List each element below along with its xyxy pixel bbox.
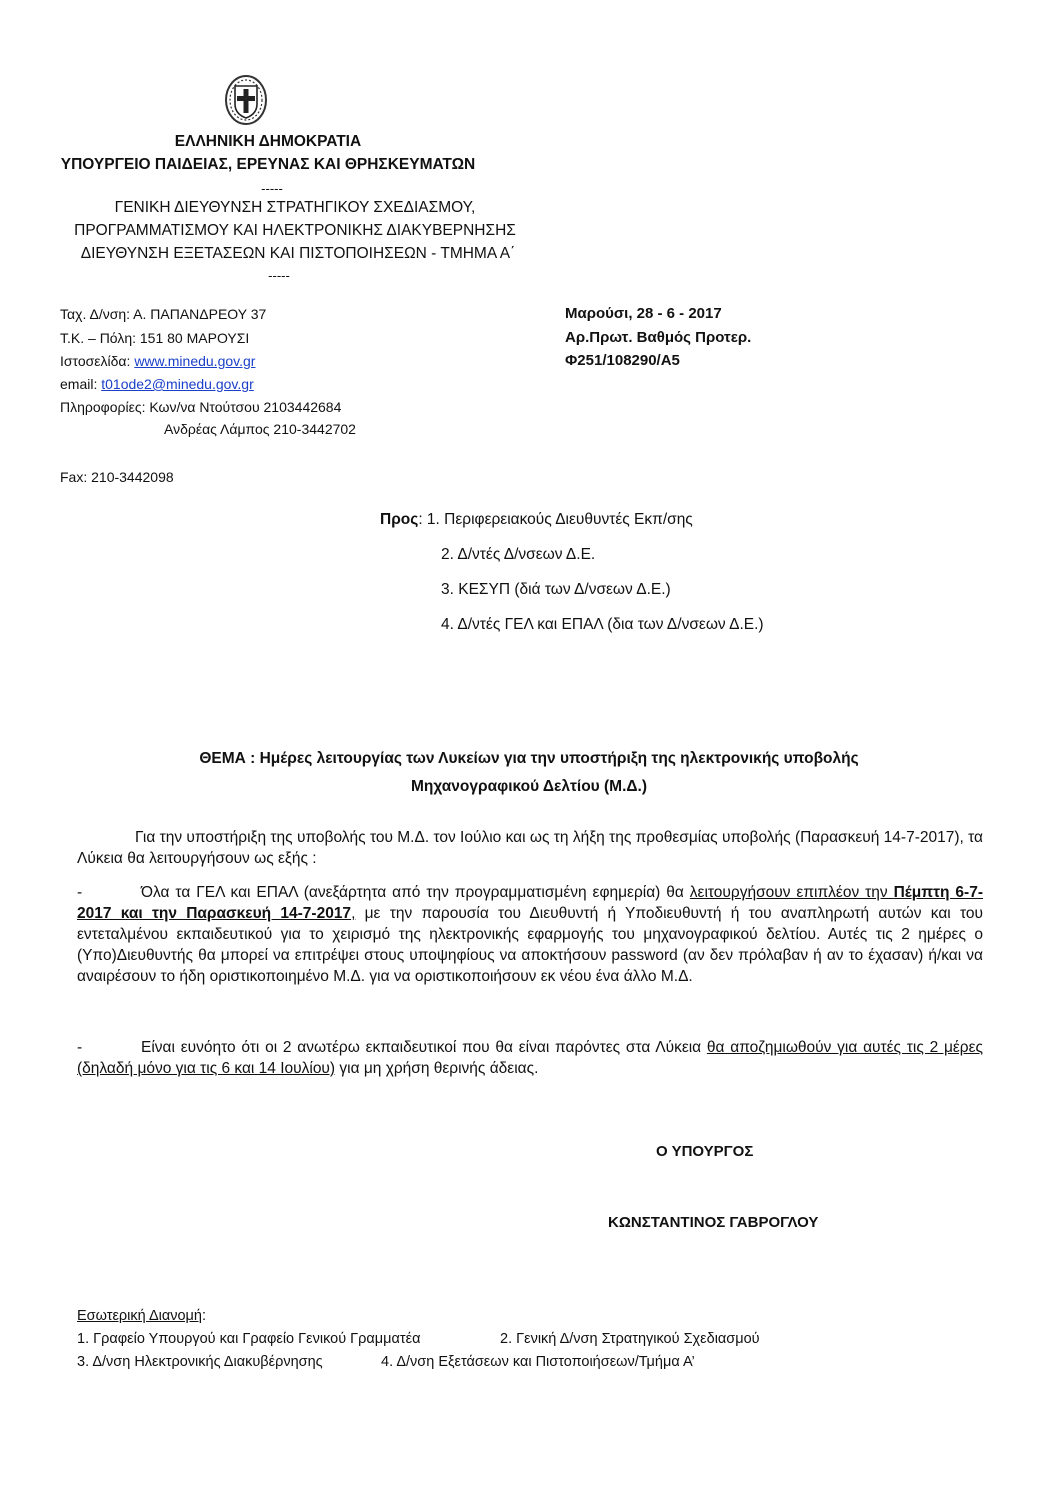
recipient-item: 4. Δ/ντές ΓΕΛ και ΕΠΑΛ (δια των Δ/νσεων Δ.Ε.) [441,616,764,633]
department-line: ΔΙΕΥΘΥΝΣΗ ΕΞΕΤΑΣΕΩΝ ΚΑΙ ΠΙΣΤΟΠΟΙΗΣΕΩΝ - ΤΜΗΜΑ Α΄ [80,245,516,262]
subject-line: ΘΕΜΑ : Ημέρες λειτουργίας των Λυκείων για την υποστήριξη της ηλεκτρονικής υποβολής [199,750,859,767]
bullet-underlined-text: λειτουργήσουν επιπλέον την [689,884,894,901]
distribution-colon: : [201,1308,206,1324]
bullet-text: Όλα τα ΓΕΛ και ΕΠΑΛ (ανεξάρτητα από την προγραμματισμένη εφημερία) θα [141,884,690,901]
protocol-label: Αρ.Πρωτ. Βαθμός Προτερ. [565,329,752,346]
document-date: Μαρούσι, 28 - 6 - 2017 [565,305,722,322]
contact-address: Ταχ. Δ/νση: Α. ΠΑΠΑΝΔΡΕΟΥ 37 [60,306,267,322]
bullet-mark: - [77,1039,83,1056]
distribution-item: 2. Γενική Δ/νση Στρατηγικού Σχεδιασμού [500,1331,760,1347]
republic-title: ΕΛΛΗΝΙΚΗ ΔΗΜΟΚΡΑΤΙΑ [174,133,362,150]
department-line: ΓΕΝΙΚΗ ΔΙΕΥΘΥΝΣΗ ΣΤΡΑΤΗΓΙΚΟΥ ΣΧΕΔΙΑΣΜΟΥ, [114,199,476,216]
bullet-bold-dates: Πέμπτη 6-7-2017 και την Παρασκευή 14-7-2017 [77,884,984,922]
website-label: Ιστοσελίδα: [60,353,135,369]
website-link[interactable]: www.minedu.gov.gr [134,353,256,369]
bullet-text: Είναι ευνόητο ότι οι 2 ανωτέρω εκπαιδευτικοί που θα είναι παρόντες στα Λύκεια [141,1039,707,1056]
department-line: ΠΡΟΓΡΑΜΜΑΤΙΣΜΟΥ ΚΑΙ ΗΛΕΚΤΡΟΝΙΚΗΣ ΔΙΑΚΥΒΕΡΝΗΣΗΣ [74,222,516,239]
signature-title: Ο ΥΠΟΥΡΓΟΣ [656,1143,754,1160]
coat-of-arms-emblem [224,74,268,126]
header-separator: ----- [268,268,290,283]
header-separator: ----- [261,181,283,196]
distribution-item: 3. Δ/νση Ηλεκτρονικής Διακυβέρνησης [77,1354,323,1370]
bullet-underlined-text: θα αποζημιωθούν για αυτές τις 2 μέρες (δηλαδή μόνο για τις 6 και 14 Ιουλίου) [77,1039,983,1077]
recipients-label: Προς [380,511,419,528]
distribution-item: 1. Γραφείο Υπουργού και Γραφείο Γενικού Γραμματέα [77,1331,421,1347]
ministry-title: ΥΠΟΥΡΓΕΙΟ ΠΑΙΔΕΙΑΣ, ΕΡΕΥΝΑΣ ΚΑΙ ΘΡΗΣΚΕΥΜΑΤΩΝ [60,156,476,173]
bullet-mark: - [77,884,83,901]
contact-city: Τ.Κ. – Πόλη: 151 80 ΜΑΡΟΥΣΙ [60,330,250,346]
distribution-label: Εσωτερική Διανομή [77,1308,202,1324]
bullet-underlined-comma: , [351,905,356,922]
email-link[interactable]: t01ode2@minedu.gov.gr [101,376,254,392]
signature-name: ΚΩΝΣΤΑΝΤΙΝΟΣ ΓΑΒΡΟΓΛΟΥ [608,1214,819,1231]
bullet-text: για μη χρήση θερινής άδειας. [335,1060,539,1077]
contact-info-2: Ανδρέας Λάμπος 210-3442702 [164,421,356,437]
recipient-line [380,509,693,531]
recipient-item: : 1. Περιφερειακούς Διευθυντές Εκπ/σης [418,511,693,528]
email-label: email: [60,376,102,392]
contact-fax: Fax: 210-3442098 [60,469,174,485]
subject-line: Μηχανογραφικού Δελτίου (Μ.Δ.) [411,778,647,795]
distribution-heading [77,1305,206,1327]
recipient-item: 3. ΚΕΣΥΠ (διά των Δ/νσεων Δ.Ε.) [441,581,671,598]
intro-paragraph [77,827,983,869]
contact-email-row [60,373,254,395]
intro-text: Για την υποστήριξη της υποβολής του Μ.Δ. τον Ιούλιο και ως τη λήξη της προθεσμίας υποβολής (Παρασκευή 14-7-2017), τα Λύκεια θα λειτουργήσουν ως εξής : [77,829,983,867]
bullet-paragraph-1 [77,882,983,987]
contact-info-1: Πληροφορίες: Κων/να Ντούτσου 2103442684 [60,399,342,415]
contact-website-row [60,350,255,372]
protocol-number: Φ251/108290/Α5 [565,352,680,369]
bullet-paragraph-2 [77,1037,983,1079]
distribution-item: 4. Δ/νση Εξετάσεων και Πιστοποιήσεων/Τμήμα Α’ [381,1354,695,1370]
recipient-item: 2. Δ/ντές Δ/νσεων Δ.Ε. [441,546,596,563]
bullet-text: με την παρουσία του Διευθυντή ή Υποδιευθυντή ή του αναπληρωτή αυτών και του εντεταλμένου εκπαιδευτικού για το χειρισμό της ηλεκτρονικής εφαρμογής του μηχανογραφικού δελτίου. Αυτές τις 2 ημέρες ο (Υπο)Διευθυντής θα μπορεί να επιτρέψει στους υποψηφίους να αποκτήσουν password (αν δεν πρόλαβαν ή αν το έχασαν) ή/και να αναιρέσουν το ήδη οριστικοποιημένο Μ.Δ. για να οριστικοποιήσουν εκ νέου ένα άλλο Μ.Δ. [77,905,983,985]
